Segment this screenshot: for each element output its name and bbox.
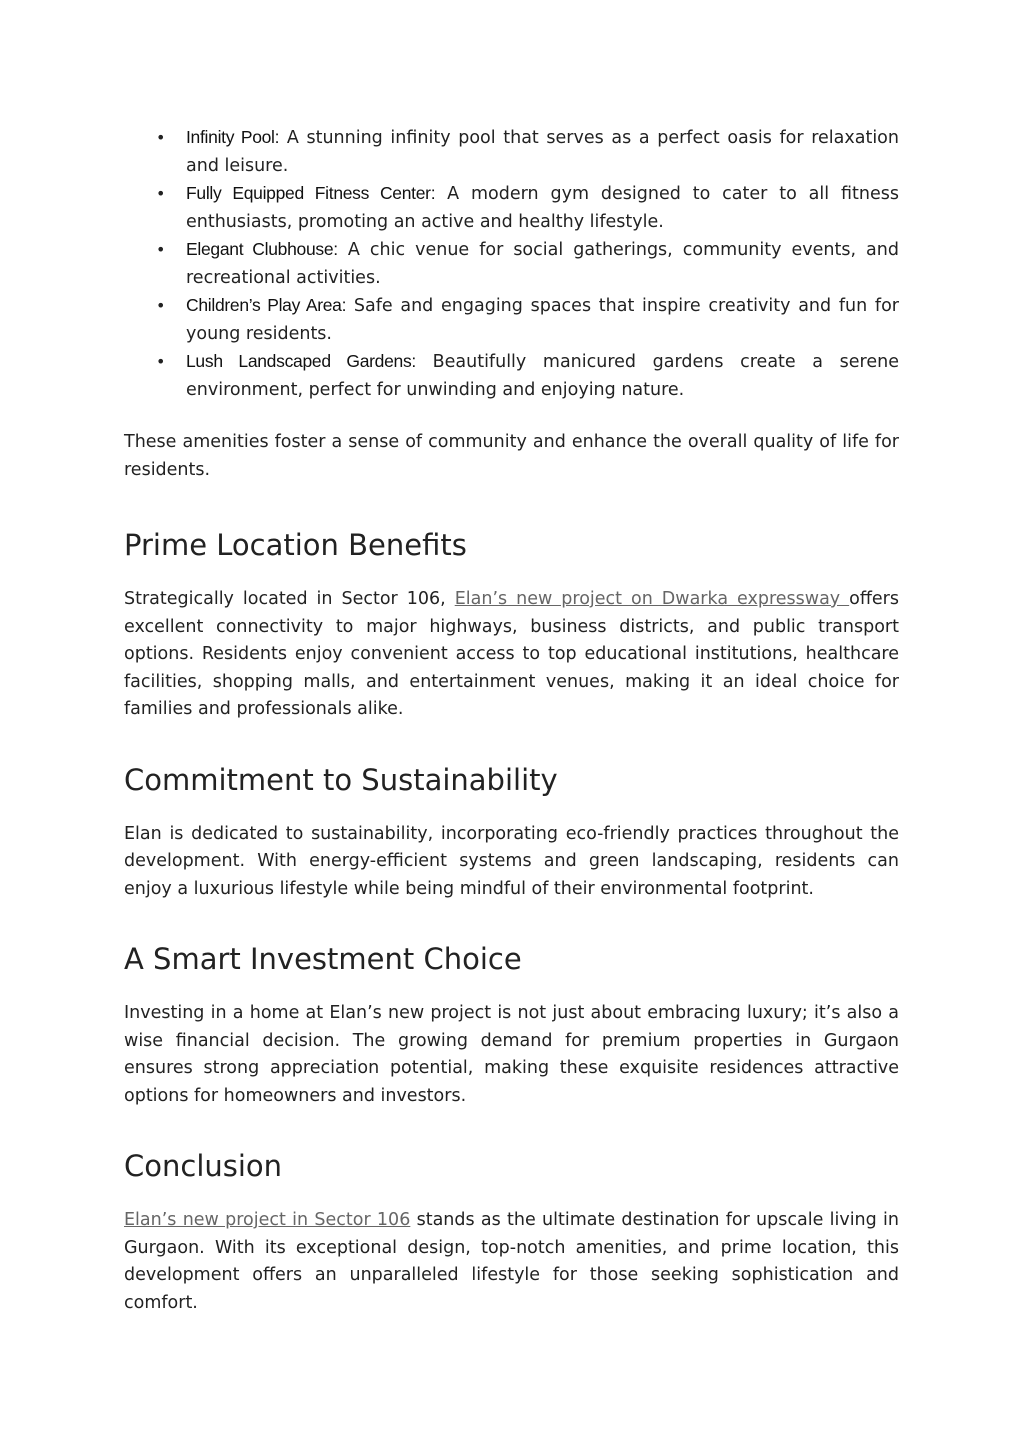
amenity-term: Lush Landscaped Gardens:: [186, 351, 416, 371]
amenity-description: Beautifully manicured gardens create a serene environment, perfect for unwinding and enjoying nature.: [186, 352, 899, 400]
list-item: [124, 124, 899, 180]
amenity-term: Children’s Play Area:: [186, 295, 347, 315]
bullet-icon: •: [156, 128, 166, 147]
document-page: [124, 124, 899, 1317]
amenities-summary-paragraph: These amenities foster a sense of community and enhance the overall quality of life for residents.: [124, 432, 899, 480]
list-item: [124, 292, 899, 348]
amenities-list: [124, 124, 899, 404]
conclusion-heading: Conclusion: [124, 1149, 283, 1183]
conclusion-text-after: stands as the ultimate destination for upscale living in Gurgaon. With its exceptional design, top-notch amenities, and prime location, this development offers an unparalleled lifestyle for those seeking sophistication and comfort.: [124, 1210, 899, 1313]
amenity-term: Fully Equipped Fitness Center:: [186, 183, 436, 203]
amenity-term: Infinity Pool:: [186, 127, 280, 147]
sustainability-heading: Commitment to Sustainability: [124, 762, 558, 797]
list-item: [124, 180, 899, 236]
amenity-term: Elegant Clubhouse:: [186, 239, 338, 259]
bullet-icon: •: [156, 296, 166, 315]
bullet-icon: •: [156, 240, 166, 259]
amenity-description: A stunning infinity pool that serves as a perfect oasis for relaxation and leisure.: [186, 128, 899, 176]
location-text-before: Strategically located in Sector 106,: [124, 589, 455, 609]
investment-paragraph: Investing in a home at Elan’s new project is not just about embracing luxury; it’s also a wise financial decision. The growing demand for premium properties in Gurgaon ensures strong appreciation potential, making these exquisite residences attractive options for homeowners and investors.: [124, 1003, 899, 1106]
list-item: [124, 348, 899, 404]
bullet-icon: •: [156, 184, 166, 203]
amenity-description: A modern gym designed to cater to all fitness enthusiasts, promoting an active and healthy lifestyle.: [186, 184, 899, 232]
dwarka-expressway-project-link[interactable]: Elan’s new project on Dwarka expressway: [454, 589, 850, 609]
amenity-description: Safe and engaging spaces that inspire creativity and fun for young residents.: [186, 296, 899, 344]
location-heading: Prime Location Benefits: [124, 528, 467, 562]
location-paragraph: [124, 586, 899, 724]
sector-106-project-link[interactable]: Elan’s new project in Sector 106: [124, 1210, 411, 1230]
investment-heading: A Smart Investment Choice: [124, 942, 522, 976]
conclusion-paragraph: [124, 1207, 899, 1317]
sustainability-paragraph: Elan is dedicated to sustainability, incorporating eco-friendly practices throughout the development. With energy-efficient systems and green landscaping, residents can enjoy a luxurious lifestyle while being mindful of their environmental footprint.: [124, 823, 899, 899]
location-text-after: offers excellent connectivity to major highways, business districts, and public transport options. Residents enjoy convenient access to top educational institutions, healthcare facilities, shopping malls, and entertainment venues, making it an ideal choice for families and professionals alike.: [124, 589, 899, 719]
amenity-description: A chic venue for social gatherings, community events, and recreational activities.: [186, 240, 899, 288]
bullet-icon: •: [156, 352, 166, 371]
list-item: [124, 236, 899, 292]
